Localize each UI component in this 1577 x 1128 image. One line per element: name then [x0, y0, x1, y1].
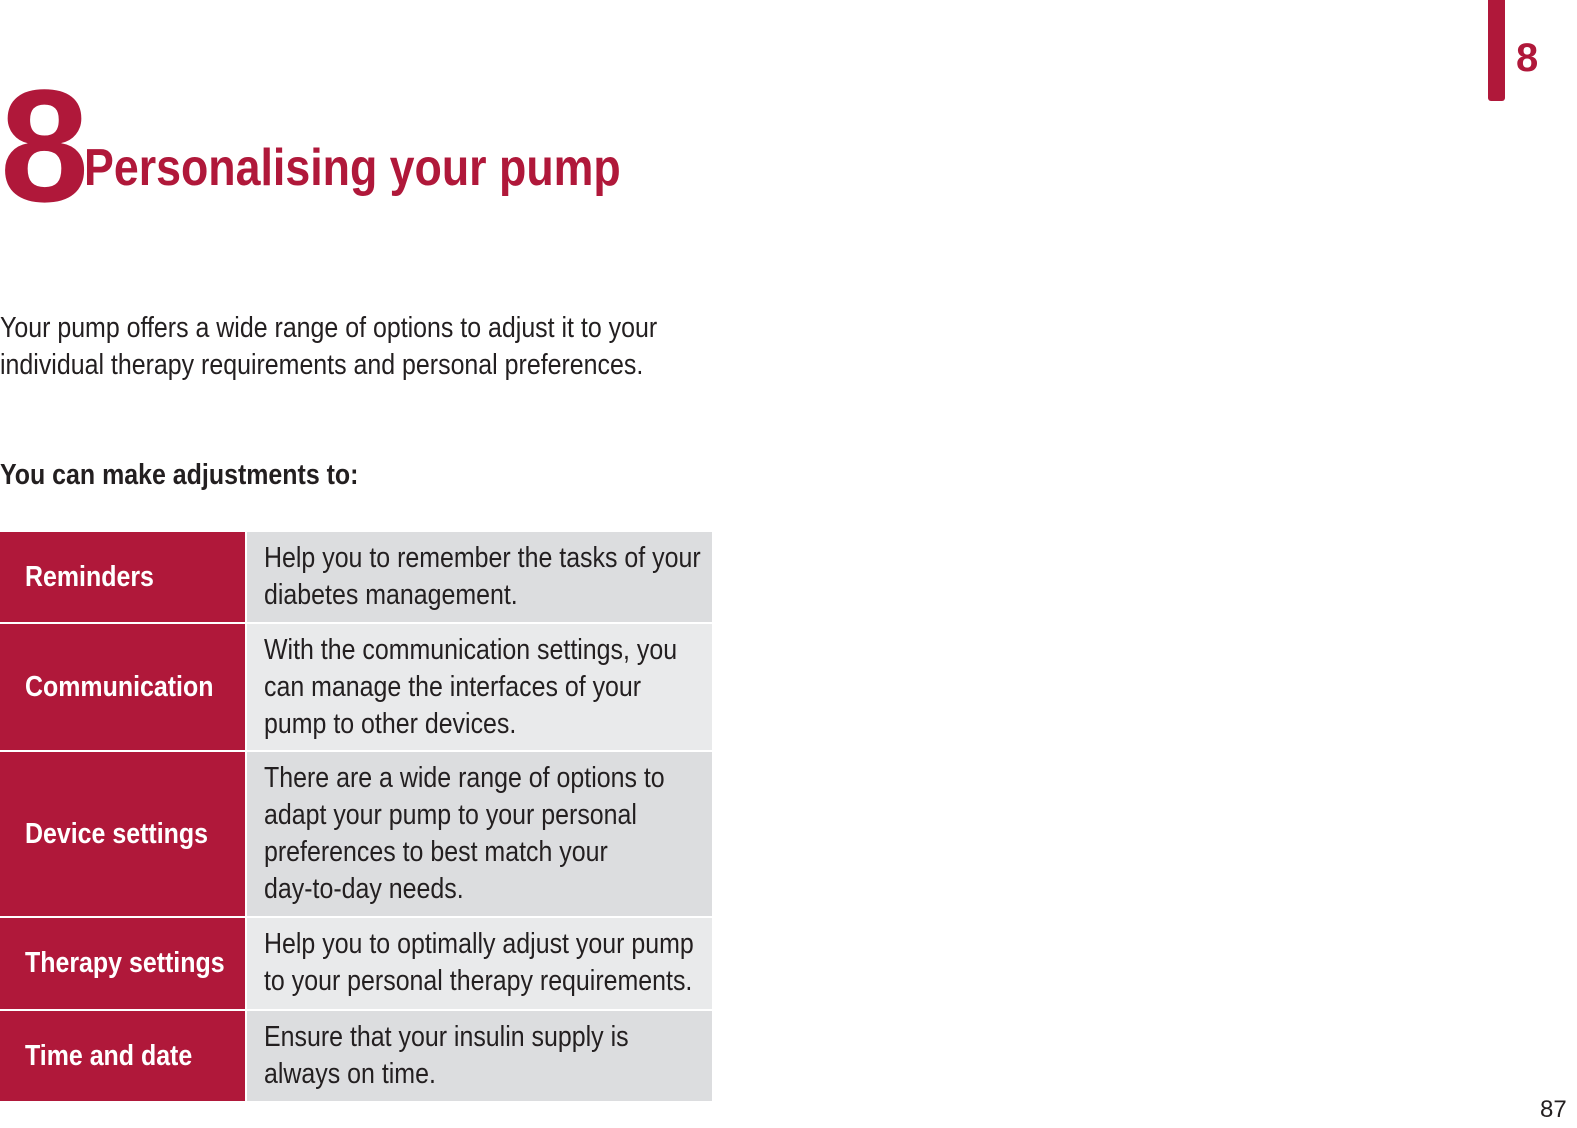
- chapter-tab-number: 8: [1516, 36, 1539, 80]
- description-line: day-to-day needs.: [264, 873, 464, 905]
- table-row-description-communication: [247, 624, 712, 750]
- chapter-title: Personalising your pump: [84, 139, 621, 197]
- table-row-description-time-and-date: [247, 1011, 712, 1101]
- table-row-description-device-settings: [247, 752, 712, 916]
- page-number: 87: [1540, 1096, 1567, 1123]
- table-row-label-therapy-settings: [0, 918, 247, 1009]
- description-line: There are a wide range of options to: [264, 762, 665, 794]
- description-line: Ensure that your insulin supply is: [264, 1021, 629, 1053]
- settings-table: [0, 532, 712, 1101]
- row-label: Device settings: [25, 817, 208, 850]
- description-line: adapt your pump to your personal: [264, 799, 637, 831]
- table-row-label-reminders: [0, 532, 247, 622]
- table-row-description-therapy-settings: [247, 918, 712, 1009]
- description-line: preferences to best match your: [264, 836, 608, 868]
- description-line: pump to other devices.: [264, 708, 517, 740]
- table-row-label-device-settings: [0, 752, 247, 916]
- adjustments-heading: You can make adjustments to:: [0, 459, 359, 491]
- table-row-label-time-and-date: [0, 1011, 247, 1101]
- description-line: With the communication settings, you: [264, 634, 678, 666]
- table-row-description-reminders: [247, 532, 712, 622]
- intro-paragraph: [0, 310, 658, 384]
- intro-line: individual therapy requirements and personal preferences.: [0, 349, 644, 381]
- intro-line: Your pump offers a wide range of options to adjust it to your: [0, 312, 658, 344]
- description-line: always on time.: [264, 1058, 436, 1090]
- table-row-label-communication: [0, 624, 247, 750]
- description-line: can manage the interfaces of your: [264, 671, 642, 703]
- chapter-tab-bar: [1488, 0, 1505, 101]
- description-line: diabetes management.: [264, 579, 518, 611]
- row-label: Communication: [25, 670, 214, 703]
- description-line: to your personal therapy requirements.: [264, 965, 693, 997]
- chapter-number: 8: [0, 56, 85, 235]
- row-label: Therapy settings: [25, 947, 225, 979]
- description-line: Help you to optimally adjust your pump: [264, 928, 694, 960]
- description-line: Help you to remember the tasks of your: [264, 542, 701, 574]
- row-label: Reminders: [25, 560, 154, 593]
- row-label: Time and date: [25, 1039, 193, 1072]
